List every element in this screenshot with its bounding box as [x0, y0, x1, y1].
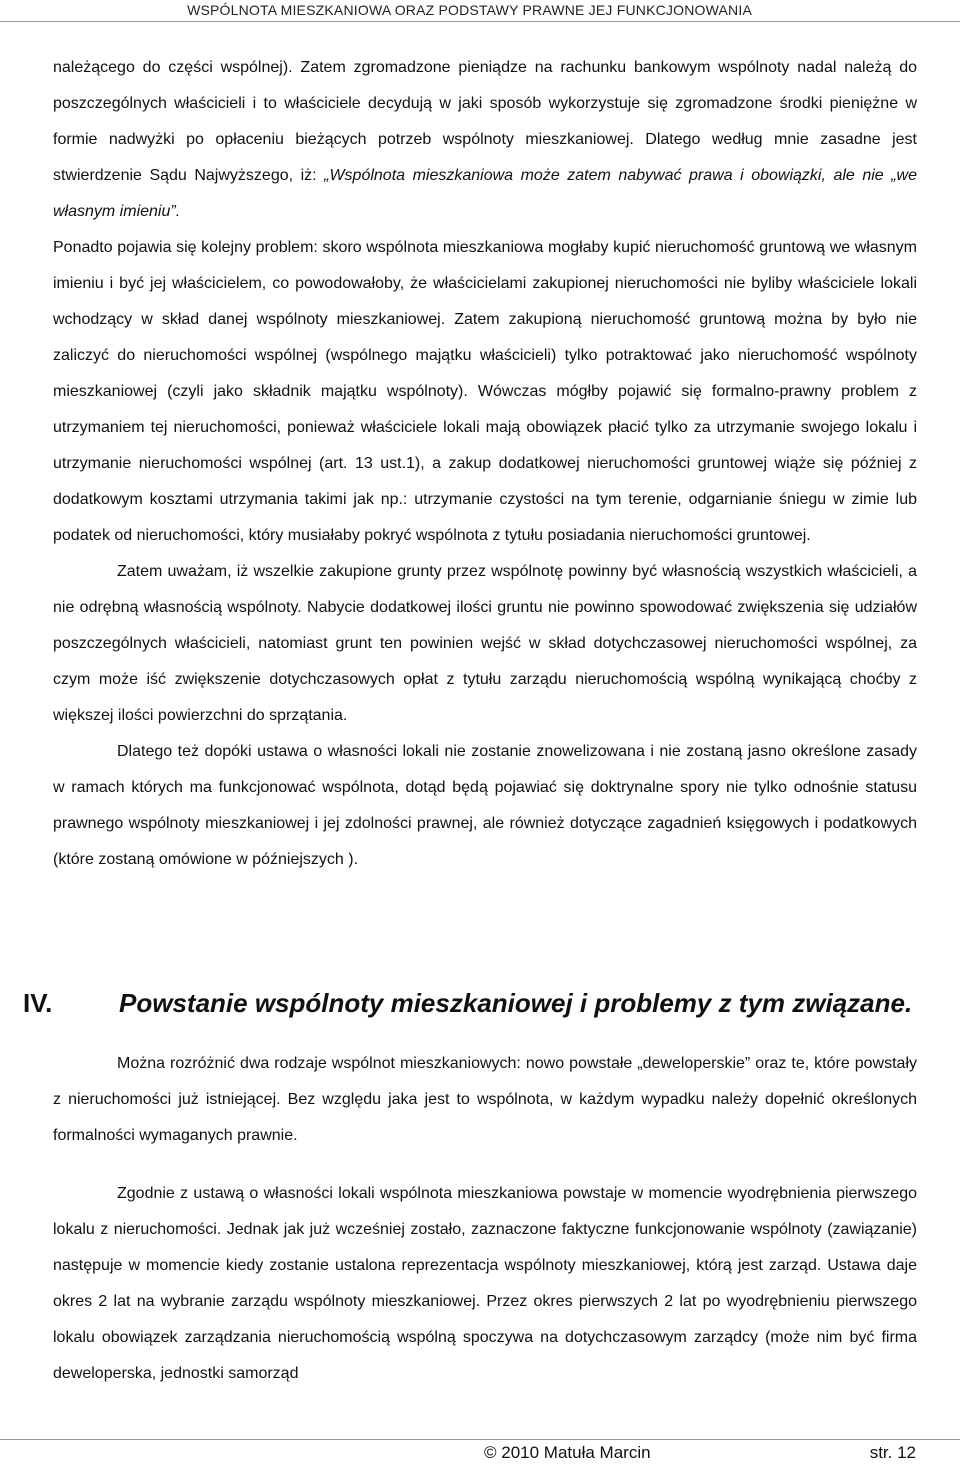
page-number: str. 12	[869, 1443, 916, 1462]
section-title: Powstanie wspólnoty mieszkaniowej i problemy z tym związane.	[119, 988, 913, 1018]
paragraph-1	[53, 50, 917, 230]
paragraph-2: Ponadto pojawia się kolejny problem: skoro wspólnota mieszkaniowa mogłaby kupić nieruchomość gruntową we własnym imieniu i być jej właścicielem, co powodowałoby, że właścicielami zakupionej nieruchomości nie byliby właściciele lokali wchodzący w skład danej wspólnoty mieszkaniowej. Zatem zakupioną nieruchomość gruntową można by było nie zaliczyć do nieruchomości wspólnej (wspólnego majątku właścicieli) tylko potraktować jako nieruchomość wspólnoty mieszkaniowej (czyli jako składnik majątku wspólnoty). Wówczas mógłby pojawić się formalno-prawny problem z utrzymaniem tej nieruchomości, ponieważ właściciele lokali mają obowiązek płacić tylko za utrzymanie swojego lokalu i utrzymanie nieruchomości wspólnej (art. 13 ust.1), a zakup dodatkowej nieruchomości gruntowej wiąże się później z dodatkowym kosztami utrzymania takimi jak np.: utrzymanie czystości na tym terenie, odgarnianie śniegu w zimie lub podatek od nieruchomości, który musiałaby pokryć wspólnota z tytułu posiadania nieruchomości gruntowej.	[53, 239, 917, 544]
footer-copyright: © 2010 Matuła Marcin	[484, 1443, 651, 1462]
section-body	[53, 1046, 917, 1392]
paragraph-1-text: należącego do części wspólnej). Zatem zgromadzone pieniądze na rachunku bankowym wspólnoty nadal należą do poszczególnych właścicieli i to właściciele decydują w jaki sposób wykorzystuje się zgromadzone środki pieniężne w formie nadwyżki po opłaceniu bieżących potrzeb wspólnoty mieszkaniowej. Dlatego według mnie zasadne jest stwierdzenie Sądu Najwyższego, iż:	[53, 59, 917, 184]
running-title: WSPÓLNOTA MIESZKANIOWA ORAZ PODSTAWY PRAWNE JEJ FUNKCJONOWANIA	[187, 2, 752, 18]
section-paragraph-2: Zgodnie z ustawą o własności lokali wspólnota mieszkaniowa powstaje w momencie wyodrębnienia pierwszego lokalu z nieruchomości. Jednak jak już wcześniej zostało, zaznaczone faktyczne funkcjonowanie wspólnoty (zawiązanie) następuje w momencie kiedy zostanie ustalona reprezentacja wspólnoty mieszkaniowej, którą jest zarząd. Ustawa daje okres 2 lat na wybranie zarządu wspólnoty mieszkaniowej. Przez okres pierwszych 2 lat po wyodrębnieniu pierwszego lokalu obowiązek zarządzania nieruchomością wspólną spoczywa na dotychczasowym zarządcy (może nim być firma deweloperska, jednostki samorząd	[53, 1185, 917, 1382]
section-paragraph-1: Można rozróżnić dwa rodzaje wspólnot mieszkaniowych: nowo powstałe „deweloperskie” oraz te, które powstały z nieruchomości już istniejącej. Bez względu jaka jest to wspólnota, w każdym wypadku należy dopełnić określonych formalności wymaganych prawnie.	[53, 1055, 917, 1144]
paragraph-3: Zatem uważam, iż wszelkie zakupione grunty przez wspólnotę powinny być własnością wszystkich właścicieli, a nie odrębną własnością wspólnoty. Nabycie dodatkowej ilości gruntu nie powinno spowodować zwiększenia się udziałów poszczególnych właścicieli, natomiast grunt ten powinien wejść w skład dotychczasowej nieruchomości wspólnej, za czym może iść zwiększenie dotychczasowych opłat z tytułu zarządu nieruchomością wspólną wynikającą choćby z większej ilości powierzchni do sprzątania.	[53, 563, 917, 724]
paragraph-4: Dlatego też dopóki ustawa o własności lokali nie zostanie znowelizowana i nie zostaną jasno określone zasady w ramach których ma funkcjonować wspólnota, dotąd będą pojawiać się doktrynalne spory nie tylko odnośnie statusu prawnego wspólnoty mieszkaniowej i jej zdolności prawnej, ale również dotyczące zagadnień księgowych i podatkowych (które zostaną omówione w późniejszych ).	[53, 743, 917, 868]
section-number: IV.	[23, 988, 53, 1018]
header-divider	[0, 21, 960, 22]
running-header	[0, 0, 960, 20]
page-footer	[0, 1439, 960, 1466]
section-heading	[23, 985, 923, 1021]
page-body	[53, 50, 917, 878]
supreme-court-quote: „Wspólnota mieszkaniowa może zatem nabywać prawa i obowiązki, ale nie „we własnym imieniu”.	[53, 167, 917, 220]
